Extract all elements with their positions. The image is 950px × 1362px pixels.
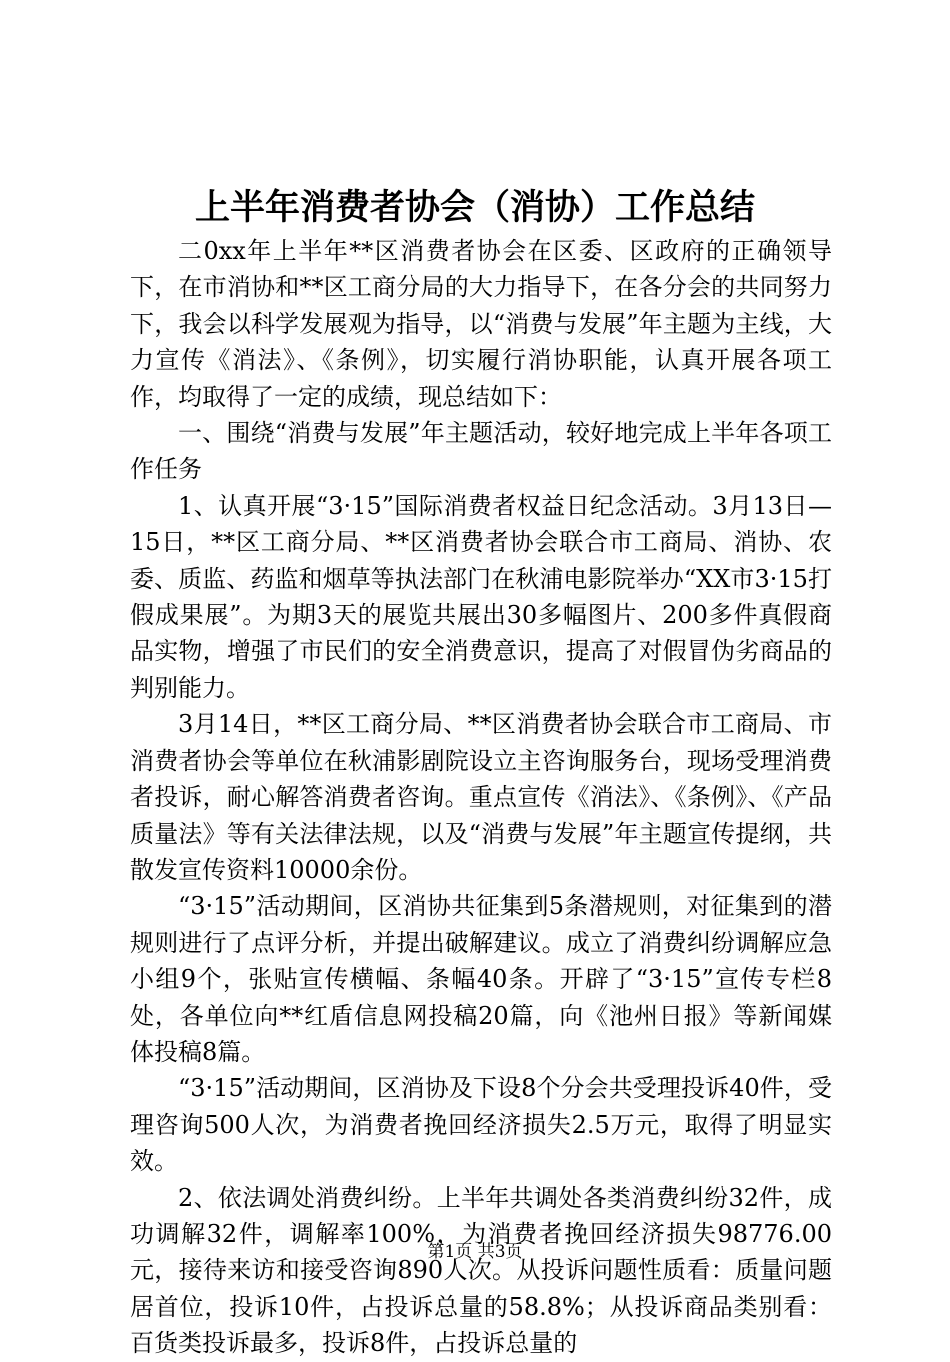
document-title: 上半年消费者协会（消协）工作总结 [194, 187, 755, 228]
section-heading-1: 一、围绕“消费与发展”年主题活动，较好地完成上半年各项工作任务 [130, 419, 832, 484]
paragraph-intro: 二0xx年上半年**区消费者协会在区委、区政府的正确领导下，在市消协和**区工商分局的大力指导下，在各分会的共同努力下，我会以科学发展观为指导，以“消费与发展”年主题为主线，大力宣传《消法》、《条例》，切实履行消协职能，认真开展各项工作，均取得了一定的成绩，现总结如下： [130, 237, 832, 411]
page-footer: 第1页 共3页 [427, 1242, 523, 1262]
paragraph-315-activity: 1、认真开展“3·15”国际消费者权益日纪念活动。3月13日—15日，**区工商分局、**区消费者协会联合市工商局、消协、农委、质监、药监和烟草等执法部门在秋浦电影院举办“XX市3·15打假成果展”。为期3天的展览共展出30多幅图片、200多件真假商品实物，增强了市民们的安全消费意识，提高了对假冒伪劣商品的判别能力。 [130, 491, 832, 702]
paragraph-disputes: 2、依法调处消费纠纷。上半年共调处各类消费纠纷32件，成功调解32件，调解率100%，为消费者挽回经济损失98776.00元，接待来访和接受咨询890人次。从投诉问题性质看：质量问题居首位，投诉10件，占投诉总量的58.8%；从投诉商品类别看：百货类投诉最多，投诉8件，占投诉总量的 [130, 1183, 832, 1358]
paragraph-complaints: “3·15”活动期间，区消协及下设8个分会共受理投诉40件，受理咨询500人次，为消费者挽回经济损失2.5万元，取得了明显实效。 [130, 1074, 832, 1176]
document-body [130, 233, 832, 1362]
paragraph-march-14: 3月14日，**区工商分局、**区消费者协会联合市工商局、市消费者协会等单位在秋浦影剧院设立主咨询服务台，现场受理消费者投诉，耐心解答消费者咨询。重点宣传《消法》、《条例》、《产品质量法》等有关法律法规，以及“消费与发展”年主题宣传提纲，共散发宣传资料10000余份。 [130, 710, 832, 884]
paragraph-hidden-rules: “3·15”活动期间，区消协共征集到5条潜规则，对征集到的潜规则进行了点评分析，并提出破解建议。成立了消费纠纷调解应急小组9个，张贴宣传横幅、条幅40条。开辟了“3·15”宣传专栏8处，各单位向**红盾信息网投稿20篇，向《池州日报》等新闻媒体投稿8篇。 [130, 892, 832, 1066]
